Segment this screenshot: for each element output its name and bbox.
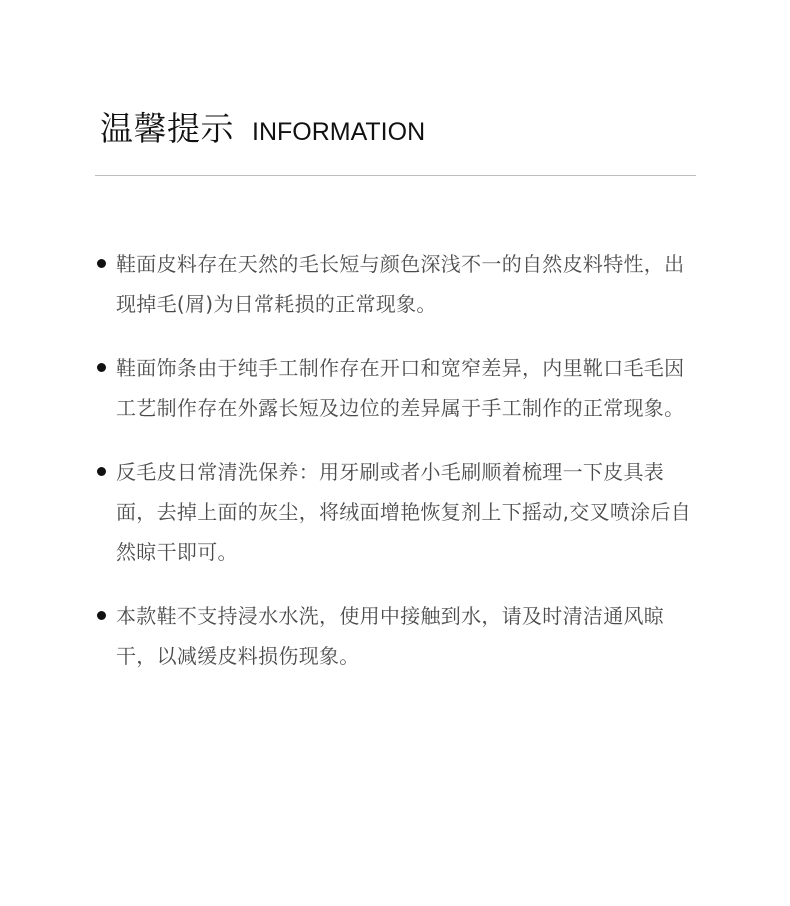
info-header — [100, 103, 425, 151]
note-text: 反毛皮日常清洗保养：用牙刷或者小毛刷顺着梳理一下皮具表面，去掉上面的灰尘，将绒面增艳恢复剂上下摇动,交叉喷涂后自然晾干即可。 — [116, 460, 692, 564]
note-text: 鞋面皮料存在天然的毛长短与颜色深浅不一的自然皮料特性，出现掉毛(屑)为日常耗损的正常现象。 — [116, 252, 685, 316]
note-item — [96, 452, 700, 572]
bullet-icon — [97, 363, 106, 372]
bullet-icon — [97, 611, 106, 620]
bullet-icon — [97, 467, 106, 476]
bullet-icon — [97, 259, 106, 268]
note-text: 本款鞋不支持浸水水洗，使用中接触到水，请及时清洁通风晾干，以减缓皮料损伤现象。 — [116, 604, 665, 668]
note-text: 鞋面饰条由于纯手工制作存在开口和宽窄差异，内里靴口毛毛因工艺制作存在外露长短及边位的差异属于手工制作的正常现象。 — [116, 356, 685, 420]
notes-list — [96, 244, 700, 700]
header-title-cn: 温馨提示 — [100, 109, 234, 148]
header-title-en: INFORMATION — [252, 118, 426, 146]
header-divider — [95, 175, 696, 176]
note-item — [96, 348, 700, 428]
note-item — [96, 596, 700, 676]
note-item — [96, 244, 700, 324]
